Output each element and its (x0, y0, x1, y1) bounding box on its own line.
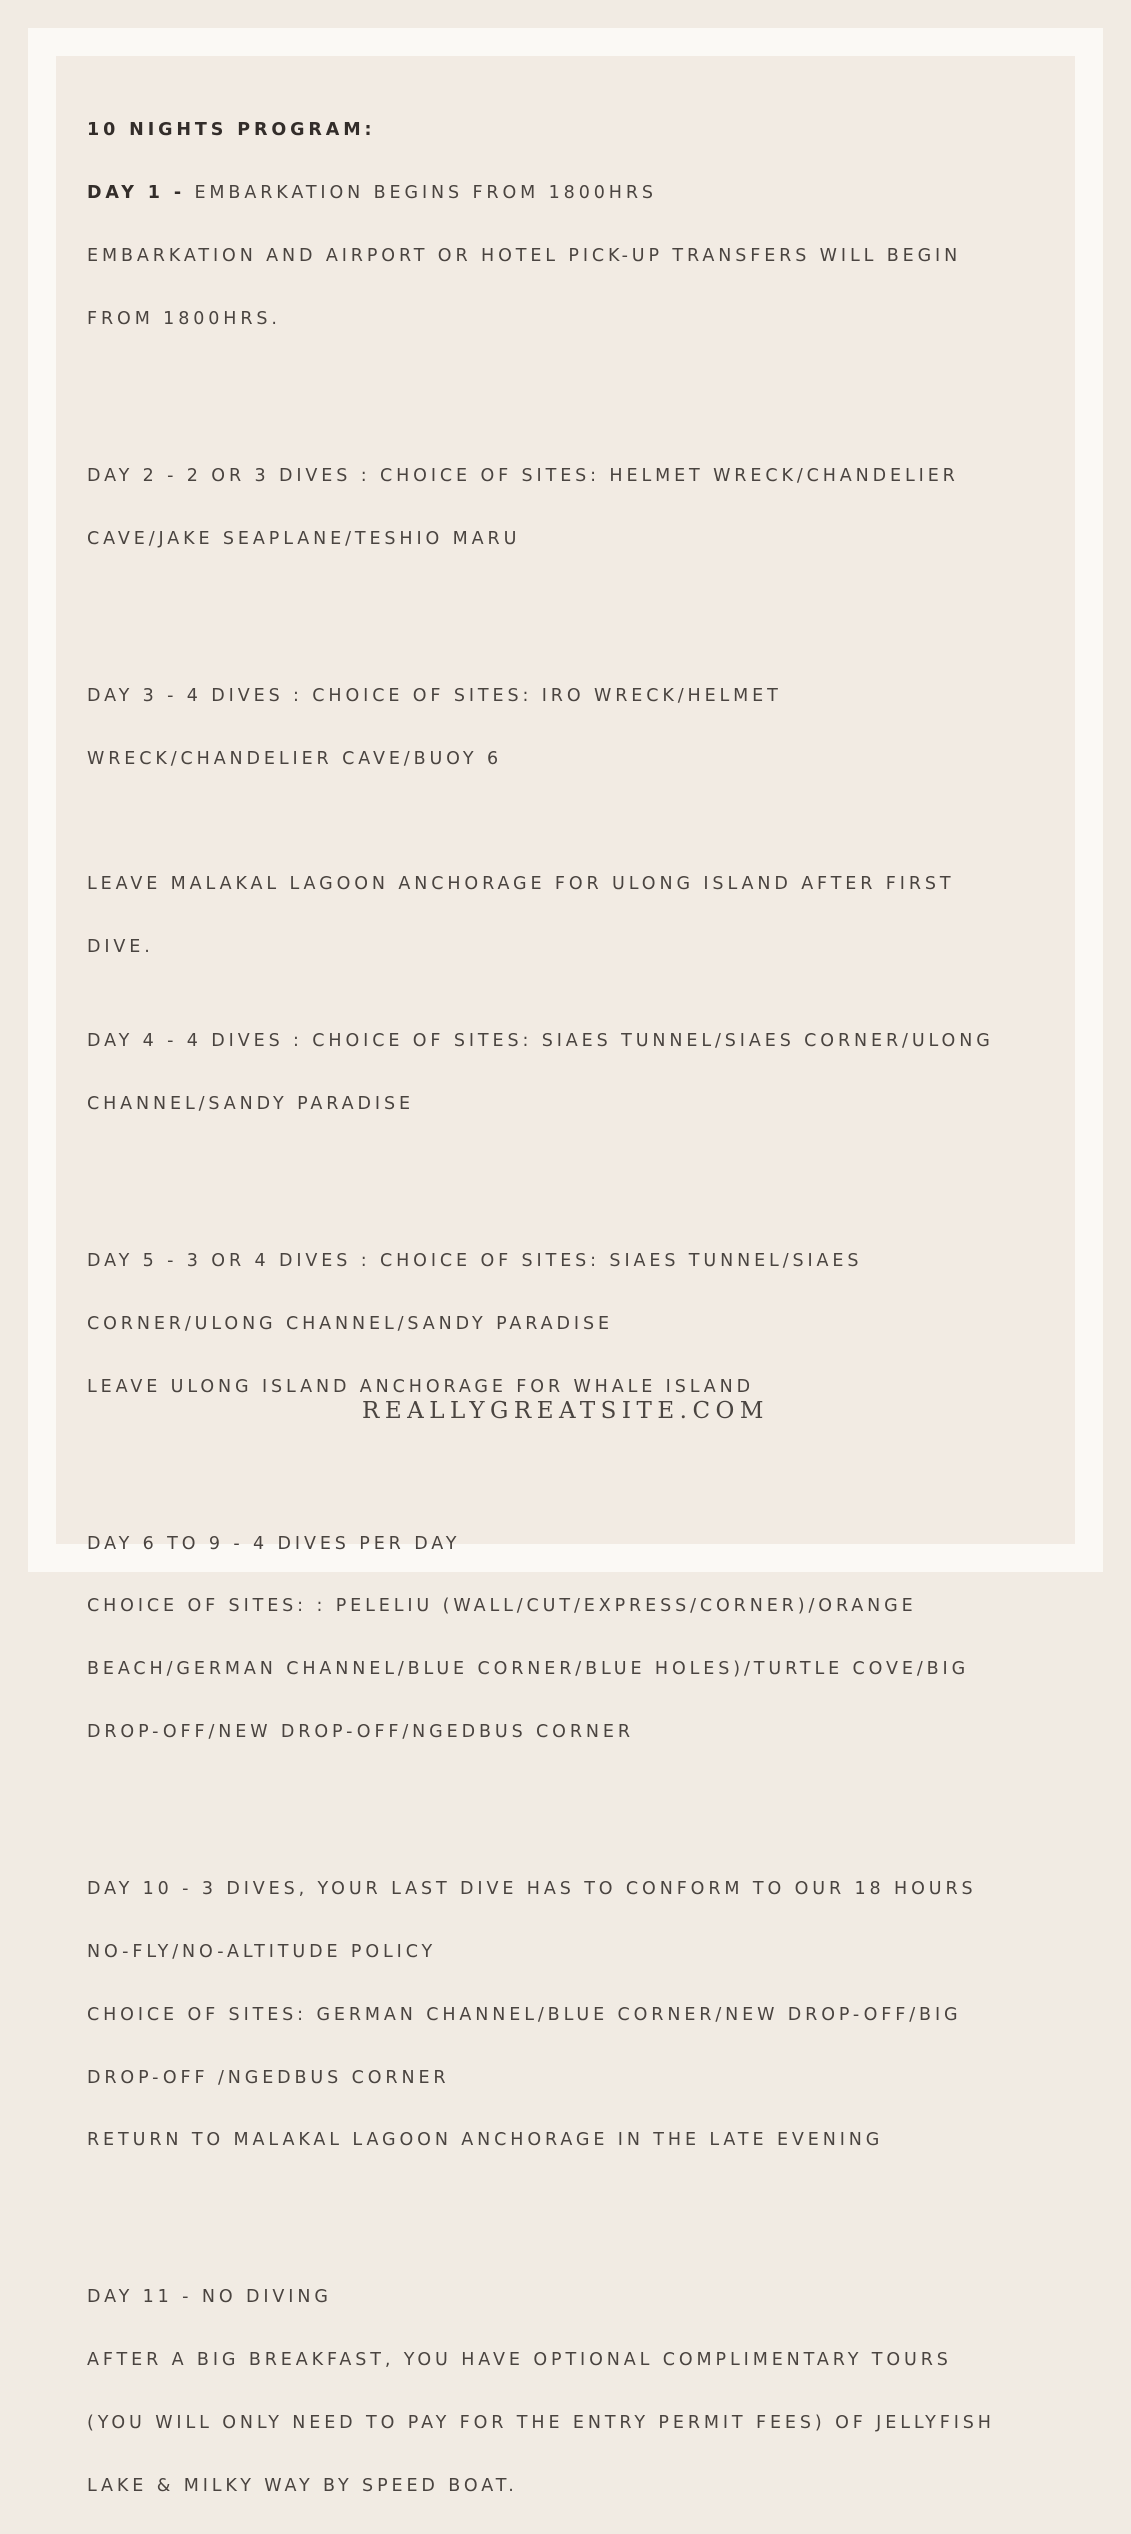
day-4-line-2: CHANNEL/SANDY PARADISE (87, 1093, 414, 1114)
day-5-line-2: CORNER/ULONG CHANNEL/SANDY PARADISE (87, 1313, 613, 1334)
spacer (87, 367, 1077, 398)
spacer (87, 586, 1077, 617)
day-10-line-4: DROP-OFF /NGEDBUS CORNER (87, 2067, 450, 2088)
day-3-line-2: WRECK/CHANDELIER CAVE/BUOY 6 (87, 748, 502, 769)
website-footer: REALLYGREATSITE.COM (362, 1398, 769, 1424)
day-6-to-9-line-2: CHOICE OF SITES: : PELELIU (WALL/CUT/EXPRESS/CORNER)/ORANGE (87, 1596, 917, 1617)
day-1-title: EMBARKATION BEGINS FROM 1800HRS (185, 183, 657, 204)
day-2-line-2: CAVE/JAKE SEAPLANE/TESHIO MARU (87, 528, 521, 549)
day-11-line-4: LAKE & MILKY WAY BY SPEED BOAT. (87, 2475, 518, 2496)
day-11-line-1: DAY 11 - NO DIVING (87, 2287, 332, 2308)
day-6-to-9-line-3: BEACH/GERMAN CHANNEL/BLUE CORNER/BLUE HOLES)/TURTLE COVE/BIG (87, 1659, 970, 1680)
day-1-label: DAY 1 - (87, 183, 185, 204)
program-heading: 10 NIGHTS PROGRAM: (87, 120, 376, 141)
day-10-line-5: RETURN TO MALAKAL LAGOON ANCHORAGE IN THE LATE EVENING (87, 2130, 884, 2151)
day-2-line-1: DAY 2 - 2 OR 3 DIVES : CHOICE OF SITES: HELMET WRECK/CHANDELIER (87, 465, 959, 486)
day-4-line-1: DAY 4 - 4 DIVES : CHOICE OF SITES: SIAES TUNNEL/SIAES CORNER/ULONG (87, 1031, 994, 1052)
day-6-to-9-line-1: DAY 6 TO 9 - 4 DIVES PER DAY (87, 1533, 461, 1554)
day-5-line-1: DAY 5 - 3 OR 4 DIVES : CHOICE OF SITES: SIAES TUNNEL/SIAES (87, 1250, 863, 1271)
day-1-body-line-1: EMBARKATION AND AIRPORT OR HOTEL PICK-UP TRANSFERS WILL BEGIN (87, 246, 962, 267)
day-10-line-3: CHOICE OF SITES: GERMAN CHANNEL/BLUE CORNER/NEW DROP-OFF/BIG (87, 2004, 962, 2025)
day-11-line-3: (YOU WILL ONLY NEED TO PAY FOR THE ENTRY PERMIT FEES) OF JELLYFISH (87, 2412, 995, 2433)
spacer (87, 2188, 1077, 2219)
day-11-line-2: AFTER A BIG BREAKFAST, YOU HAVE OPTIONAL COMPLIMENTARY TOURS (87, 2350, 952, 2371)
day-10-line-2: NO-FLY/NO-ALTITUDE POLICY (87, 1941, 437, 1962)
day-3-line-3: LEAVE MALAKAL LAGOON ANCHORAGE FOR ULONG ISLAND AFTER FIRST (87, 874, 955, 895)
spacer (87, 1434, 1077, 1465)
day-5-line-3: LEAVE ULONG ISLAND ANCHORAGE FOR WHALE ISLAND (87, 1376, 755, 1397)
spacer (87, 1152, 1077, 1183)
spacer (87, 1780, 1077, 1811)
program-text (87, 84, 1077, 2534)
day-3-line-1: DAY 3 - 4 DIVES : CHOICE OF SITES: IRO WRECK/HELMET (87, 685, 782, 706)
day-1-title-line (87, 178, 1077, 209)
day-1-body-line-2: FROM 1800HRS. (87, 308, 281, 329)
day-3-line-4: DIVE. (87, 936, 154, 957)
day-6-to-9-line-4: DROP-OFF/NEW DROP-OFF/NGEDBUS CORNER (87, 1722, 634, 1743)
day-10-line-1: DAY 10 - 3 DIVES, YOUR LAST DIVE HAS TO CONFORM TO OUR 18 HOURS (87, 1879, 977, 1900)
spacer (87, 806, 1077, 837)
